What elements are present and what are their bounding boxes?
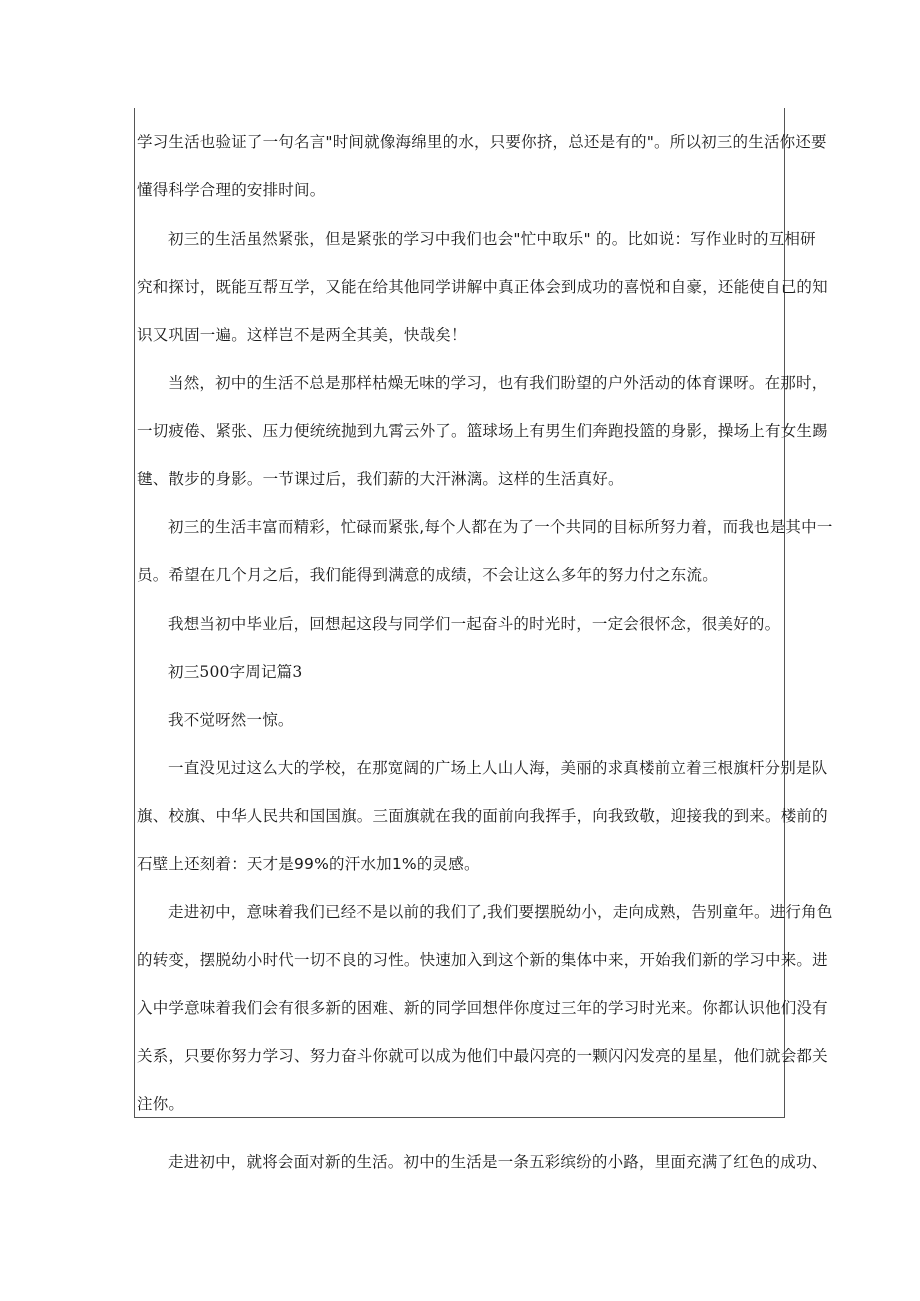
text-line: 究和探讨，既能互帮互学，又能在给其他同学讲解中真正体会到成功的喜悦和自豪，还能使自己的知 bbox=[137, 278, 828, 296]
paragraph-start: 我想当初中毕业后，回想起这段与同学们一起奋斗的时光时，一定会很怀念，很美好的。 bbox=[168, 615, 781, 633]
paragraph-start: 当然，初中的生活不总是那样枯燥无味的学习，也有我们盼望的户外活动的体育课呀。在那时， bbox=[168, 374, 828, 392]
section-heading: 初三500字周记篇3 bbox=[168, 663, 303, 681]
paragraph-start: 走进初中，意味着我们已经不是以前的我们了,我们要摆脱幼小，走向成熟，告别童年。进行角色 bbox=[168, 903, 833, 921]
paragraph-start: 走进初中，就将会面对新的生活。初中的生活是一条五彩缤纷的小路，里面充满了红色的成功、 bbox=[168, 1153, 828, 1171]
text-line: 识又巩固一遍。这样岂不是两全其美，快哉矣！ bbox=[137, 326, 467, 344]
paragraph-start: 初三的生活虽然紧张，但是紧张的学习中我们也会"忙中取乐" 的。比如说：写作业时的互相研 bbox=[168, 230, 816, 248]
text-line: 毽、散步的身影。一节课过后，我们薪的大汗淋漓。这样的生活真好。 bbox=[137, 470, 624, 488]
text-line: 一切疲倦、紧张、压力便统统抛到九霄云外了。篮球场上有男生们奔跑投篮的身影，操场上有女生踢 bbox=[137, 422, 828, 440]
text-line: 关系，只要你努力学习、努力奋斗你就可以成为他们中最闪亮的一颗闪闪发亮的星星，他们就会都关 bbox=[137, 1047, 828, 1065]
text-line: 员。希望在几个月之后，我们能得到满意的成绩，不会让这么多年的努力付之东流。 bbox=[137, 566, 718, 584]
text-line: 学习生活也验证了一句名言"时间就像海绵里的水，只要你挤，总还是有的"。所以初三的生活你还要 bbox=[137, 133, 827, 151]
text-line: 注你。 bbox=[137, 1095, 185, 1113]
text-line: 石壁上还刻着：天才是99%的汗水加1%的灵感。 bbox=[137, 855, 480, 873]
text-line: 入中学意味着我们会有很多新的困难、新的同学回想伴你度过三年的学习时光来。你都认识他们没有 bbox=[137, 999, 828, 1017]
paragraph-start: 我不觉呀然一惊。 bbox=[168, 711, 294, 729]
text-line: 旗、校旗、中华人民共和国国旗。三面旗就在我的面前向我挥手，向我致敬，迎接我的到来。楼前的 bbox=[137, 807, 828, 825]
paragraph-start: 初三的生活丰富而精彩，忙碌而紧张,每个人都在为了一个共同的目标所努力着，而我也是其中一 bbox=[168, 518, 833, 536]
text-line: 懂得科学合理的安排时间。 bbox=[137, 181, 326, 199]
text-line: 的转变，摆脱幼小时代一切不良的习性。快速加入到这个新的集体中来，开始我们新的学习中来。进 bbox=[137, 951, 828, 969]
paragraph-start: 一直没见过这么大的学校，在那宽阔的广场上人山人海，美丽的求真楼前立着三根旗杆分别是队 bbox=[168, 759, 828, 777]
